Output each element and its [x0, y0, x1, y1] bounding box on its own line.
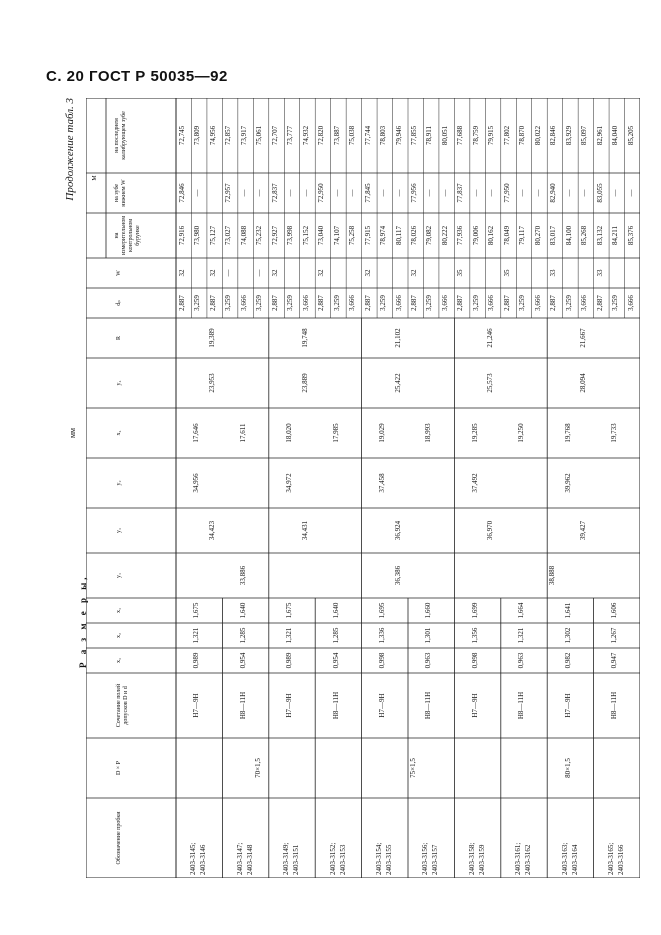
- m-last-value: 84,040: [611, 125, 620, 146]
- dp-value: 3,666: [487, 295, 496, 311]
- m-tooth-value: —: [487, 189, 496, 197]
- x3-cell: 1,660: [424, 602, 433, 619]
- dp-value: 3,666: [348, 295, 357, 311]
- w-value: 33: [549, 269, 558, 277]
- m-tooth-value: 77,837: [456, 183, 465, 203]
- m-tooth-value: —: [580, 189, 589, 197]
- y3-cell: 38,888: [548, 565, 557, 586]
- w-value: 33: [595, 269, 604, 277]
- x4-cell: 19,768: [563, 423, 572, 443]
- x3-cell: 1,640: [331, 602, 340, 619]
- designation-cell: 2403-3152; 2403-3153: [328, 842, 347, 875]
- dp-group: 75×1,5: [409, 758, 417, 778]
- y1-cell: 39,427: [579, 520, 588, 541]
- x4-cell: 18,020: [285, 423, 294, 443]
- dp-group: 80×1,5: [563, 758, 572, 778]
- m-last-value: 74,932: [301, 125, 310, 146]
- x2-cell: 1,285: [331, 627, 340, 644]
- m-last-value: 85,205: [626, 125, 635, 146]
- header-y3: y₃: [116, 572, 122, 579]
- m-meas-value: 77,936: [456, 225, 465, 246]
- dp-value: 2,887: [270, 295, 279, 311]
- dp-value: 3,259: [518, 295, 527, 311]
- x4-cell: 19,029: [378, 423, 387, 443]
- table-continuation-caption: Продолжение табл. 3: [64, 98, 76, 201]
- header-M: M: [92, 175, 98, 181]
- dp-group: 70×1,5: [254, 758, 263, 778]
- m-meas-value: 72,927: [270, 225, 279, 246]
- x4-cell: 17,646: [192, 423, 201, 443]
- dp-value: 3,259: [471, 295, 480, 311]
- dp-value: 3,666: [239, 295, 248, 311]
- w-value: 35: [502, 269, 511, 277]
- tolerance-cell: H8—11H: [238, 691, 247, 720]
- designation-cell: 2403-3163; 2403-3164: [560, 842, 579, 875]
- m-last-value: 82,961: [595, 125, 604, 146]
- y2-cell: 37,458: [378, 473, 387, 493]
- dp-value: 3,259: [332, 295, 341, 311]
- x1-cell: 0,954: [238, 652, 247, 669]
- y4-cell: 23,953: [207, 373, 216, 393]
- designation-cell: 2403-3156; 2403-3157: [421, 842, 440, 875]
- m-meas-value: 84,211: [611, 226, 620, 245]
- dp-value: 3,259: [425, 295, 434, 311]
- x1-cell: 0,954: [331, 652, 340, 669]
- m-meas-value: 77,915: [363, 225, 372, 246]
- m-tooth-value: —: [611, 189, 620, 197]
- dp-value: 2,887: [363, 295, 372, 311]
- x2-cell: 1,267: [610, 627, 619, 644]
- m-tooth-value: 72,846: [178, 183, 186, 203]
- m-meas-value: 79,082: [425, 225, 434, 246]
- m-meas-value: 80,270: [533, 225, 542, 246]
- dp-value: 2,887: [456, 295, 465, 311]
- x3-cell: 1,695: [378, 602, 387, 619]
- dp-value: 2,887: [502, 295, 511, 311]
- m-last-value: 80,051: [440, 125, 449, 146]
- m-last-value: 79,915: [487, 125, 496, 146]
- m-last-value: 72,745: [178, 125, 186, 146]
- m-tooth-value: 77,956: [410, 183, 418, 203]
- m-tooth-value: —: [255, 189, 264, 197]
- m-tooth-value: —: [193, 189, 202, 197]
- y3-cell: 36,386: [393, 565, 402, 586]
- m-tooth-value: —: [518, 189, 527, 197]
- m-meas-value: 74,088: [239, 225, 248, 246]
- m-tooth-value: —: [440, 189, 449, 197]
- m-tooth-value: 72,950: [317, 183, 326, 203]
- x3-cell: 1,640: [238, 602, 247, 619]
- tolerance-cell: H8—11H: [331, 691, 340, 720]
- m-tooth-value: —: [348, 189, 357, 197]
- x2-cell: 1,321: [192, 627, 201, 644]
- designation-cell: 2403-3165; 2403-3166: [607, 842, 626, 875]
- m-tooth-value: 72,957: [224, 183, 233, 203]
- m-last-value: 78,870: [518, 125, 527, 146]
- page-header: С. 20 ГОСТ Р 50035—92: [46, 68, 228, 85]
- table-grid: [86, 98, 640, 878]
- designation-cell: 2403-3158; 2403-3159: [467, 842, 486, 875]
- m-meas-value: 73,998: [286, 225, 295, 246]
- designation-cell: 2403-3145; 2403-3146: [189, 842, 208, 875]
- x4-cell: 17,611: [238, 423, 247, 443]
- r-cell: 19,748: [300, 328, 309, 348]
- header-x2: x₂: [116, 632, 122, 639]
- m-last-value: 77,744: [363, 125, 372, 146]
- dp-value: 3,259: [611, 295, 620, 311]
- w-value: 32: [208, 269, 217, 277]
- m-last-value: 72,820: [317, 125, 326, 146]
- dp-value: 3,259: [255, 295, 264, 311]
- m-meas-value: 80,162: [487, 225, 496, 246]
- header-d_p: D × P: [116, 760, 122, 776]
- designation-cell: 2403-3149; 2403-3151: [282, 842, 301, 875]
- header-m-tooth: на зубе нижнем W: [114, 179, 127, 207]
- dp-value: 2,887: [317, 295, 326, 311]
- m-meas-value: 73,027: [224, 225, 233, 246]
- tolerance-cell: H7—9H: [470, 693, 479, 718]
- m-last-value: 75,061: [255, 125, 264, 146]
- x3-cell: 1,606: [610, 602, 619, 619]
- m-tooth-value: 77,845: [363, 183, 372, 203]
- dp-value: 2,887: [178, 295, 186, 311]
- m-tooth-value: —: [379, 189, 388, 197]
- m-last-value: 77,802: [502, 125, 511, 146]
- x2-cell: 1,301: [424, 627, 433, 644]
- r-cell: 21,102: [393, 328, 402, 348]
- header-y4: y₄: [116, 380, 122, 386]
- y2-cell: 34,956: [192, 473, 201, 493]
- m-tooth-value: 72,837: [270, 183, 279, 203]
- m-last-value: 73,777: [286, 125, 295, 146]
- w-value: —: [224, 269, 233, 277]
- w-value: —: [255, 269, 264, 277]
- dp-value: 3,259: [286, 295, 295, 311]
- m-meas-value: 78,974: [379, 225, 388, 246]
- x2-cell: 1,285: [238, 627, 247, 644]
- tolerance-cell: H7—9H: [378, 693, 387, 718]
- header-x3: x₃: [116, 607, 122, 614]
- m-meas-value: 83,132: [595, 225, 604, 246]
- m-last-value: 73,887: [332, 125, 341, 146]
- m-meas-value: 83,017: [549, 225, 558, 246]
- m-last-value: 80,022: [533, 125, 542, 146]
- m-meas-value: 80,222: [440, 225, 449, 246]
- dp-value: 2,887: [549, 295, 558, 311]
- tolerance-cell: H8—11H: [517, 691, 526, 720]
- m-tooth-value: —: [239, 189, 248, 197]
- m-meas-value: 75,258: [348, 225, 357, 246]
- header-m-meas: на измерительном контрольном бурунке: [114, 215, 141, 256]
- m-tooth-value: —: [332, 189, 341, 197]
- m-tooth-value: 77,950: [502, 183, 511, 203]
- m-last-value: 72,857: [224, 125, 233, 146]
- x4-cell: 19,733: [610, 423, 619, 443]
- y2-cell: 39,962: [563, 473, 572, 493]
- m-last-value: 74,956: [208, 125, 217, 146]
- header-m-last: на последнем калибрующем зубе: [114, 111, 127, 160]
- x3-cell: 1,675: [285, 602, 294, 619]
- unit-label: мм: [68, 427, 77, 438]
- r-cell: 19,389: [207, 328, 216, 348]
- x1-cell: 0,989: [192, 652, 201, 669]
- x3-cell: 1,699: [470, 602, 479, 619]
- w-value: 32: [410, 269, 418, 277]
- m-tooth-value: —: [533, 189, 542, 197]
- m-meas-value: 84,100: [564, 225, 573, 246]
- dp-value: 2,887: [410, 295, 418, 311]
- m-meas-value: 72,916: [178, 225, 186, 246]
- x3-cell: 1,664: [517, 602, 526, 619]
- header-designation: Обозначение пробки: [116, 811, 122, 865]
- y4-cell: 25,422: [393, 373, 402, 393]
- header-y1: y₁: [116, 527, 122, 534]
- w-value: 32: [270, 269, 279, 277]
- w-value: 32: [363, 269, 372, 277]
- m-meas-value: 78,049: [502, 225, 511, 246]
- x2-cell: 1,302: [563, 627, 572, 644]
- dp-value: 3,259: [193, 295, 202, 311]
- designation-cell: 2403-3147; 2403-3148: [235, 842, 254, 875]
- header-R: R: [116, 336, 122, 341]
- x1-cell: 0,963: [424, 652, 433, 669]
- w-value: 35: [456, 269, 465, 277]
- rotated-table-page: [64, 98, 640, 878]
- designation-cell: 2403-3154; 2403-3155: [375, 842, 394, 875]
- x2-cell: 1,321: [285, 627, 294, 644]
- m-last-value: 77,855: [410, 125, 418, 146]
- x2-cell: 1,321: [517, 627, 526, 644]
- tolerance-cell: H7—9H: [563, 693, 572, 718]
- x4-cell: 19,285: [470, 423, 479, 443]
- dp-value: 3,259: [224, 295, 233, 311]
- dp-value: 3,666: [301, 295, 310, 311]
- m-tooth-value: —: [564, 189, 573, 197]
- header-x4: x₄: [116, 430, 122, 436]
- header-dp: dₚ: [116, 300, 122, 306]
- m-tooth-value: 83,055: [595, 183, 604, 203]
- m-last-value: 78,759: [471, 125, 480, 146]
- w-value: 32: [317, 269, 326, 277]
- y4-cell: 25,573: [486, 373, 495, 393]
- m-tooth-value: —: [394, 189, 403, 197]
- header-tolerance: Сочетание полей допусков D и d: [116, 683, 129, 728]
- dimensions-table: [86, 98, 640, 878]
- y4-cell: 28,094: [579, 373, 588, 393]
- x3-cell: 1,675: [192, 602, 201, 619]
- m-meas-value: 80,117: [394, 226, 403, 245]
- m-tooth-value: —: [425, 189, 434, 197]
- tolerance-cell: H8—11H: [610, 691, 619, 720]
- r-cell: 21,246: [486, 328, 495, 348]
- x1-cell: 0,963: [517, 652, 526, 669]
- r-cell: 21,667: [579, 328, 588, 348]
- x1-cell: 0,998: [378, 652, 387, 669]
- m-last-value: 82,846: [549, 125, 558, 146]
- m-last-value: 78,803: [379, 125, 388, 146]
- dp-value: 2,887: [208, 295, 217, 311]
- dp-value: 3,666: [394, 295, 403, 311]
- m-tooth-value: 82,940: [549, 183, 558, 203]
- m-last-value: 83,929: [564, 125, 573, 146]
- m-meas-value: 75,152: [301, 225, 310, 246]
- dp-value: 3,666: [533, 295, 542, 311]
- m-meas-value: 85,268: [580, 225, 589, 246]
- x2-cell: 1,336: [378, 627, 387, 644]
- dp-value: 3,259: [379, 295, 388, 311]
- dp-value: 3,666: [626, 295, 635, 311]
- designation-cell: 2403-3161; 2403-3162: [514, 842, 533, 875]
- m-meas-value: 75,232: [255, 225, 264, 246]
- m-tooth-value: —: [626, 189, 635, 197]
- m-last-value: 85,097: [580, 125, 589, 146]
- x4-cell: 18,993: [424, 423, 433, 443]
- m-meas-value: 79,117: [518, 226, 527, 245]
- x3-cell: 1,641: [563, 602, 572, 619]
- m-meas-value: 79,006: [471, 225, 480, 246]
- sizes-caption: Р а з м е р ы,: [78, 574, 88, 668]
- w-value: 32: [178, 269, 186, 277]
- m-last-value: 72,707: [270, 125, 279, 146]
- m-meas-value: 85,376: [626, 225, 635, 246]
- m-meas-value: 78,026: [410, 225, 418, 246]
- dp-value: 3,666: [580, 295, 589, 311]
- x1-cell: 0,998: [470, 652, 479, 669]
- dp-value: 3,666: [440, 295, 449, 311]
- dp-value: 3,259: [564, 295, 573, 311]
- y1-cell: 36,924: [393, 520, 402, 541]
- m-meas-value: 73,040: [317, 225, 326, 246]
- m-meas-value: 73,980: [193, 225, 202, 246]
- y1-cell: 34,431: [300, 520, 309, 541]
- y2-cell: 37,492: [470, 473, 479, 493]
- x1-cell: 0,982: [563, 652, 572, 669]
- m-last-value: 77,688: [456, 125, 465, 146]
- m-last-value: 78,911: [425, 126, 434, 145]
- m-last-value: 75,038: [348, 125, 357, 146]
- y1-cell: 34,423: [207, 520, 216, 541]
- m-tooth-value: —: [286, 189, 295, 197]
- m-last-value: 73,809: [193, 125, 202, 146]
- y4-cell: 23,889: [300, 373, 309, 393]
- m-tooth-value: —: [301, 189, 310, 197]
- m-meas-value: 74,107: [332, 225, 341, 246]
- x1-cell: 0,947: [610, 652, 619, 669]
- tolerance-cell: H8—11H: [424, 691, 433, 720]
- tolerance-cell: H7—9H: [285, 693, 294, 718]
- dp-value: 2,887: [595, 295, 604, 311]
- y1-cell: 36,970: [486, 520, 495, 541]
- m-last-value: 79,946: [394, 125, 403, 146]
- header-W: W: [116, 270, 122, 276]
- x1-cell: 0,989: [285, 652, 294, 669]
- x4-cell: 19,250: [517, 423, 526, 443]
- y3-cell: 33,886: [238, 565, 247, 586]
- tolerance-cell: H7—9H: [192, 693, 201, 718]
- y2-cell: 34,972: [285, 473, 294, 493]
- m-last-value: 73,917: [239, 125, 248, 146]
- header-x1: x₁: [116, 657, 122, 664]
- x4-cell: 17,985: [331, 423, 340, 443]
- m-meas-value: 75,127: [208, 225, 217, 246]
- m-tooth-value: —: [471, 189, 480, 197]
- x2-cell: 1,356: [470, 627, 479, 644]
- header-y2: y₂: [116, 480, 122, 486]
